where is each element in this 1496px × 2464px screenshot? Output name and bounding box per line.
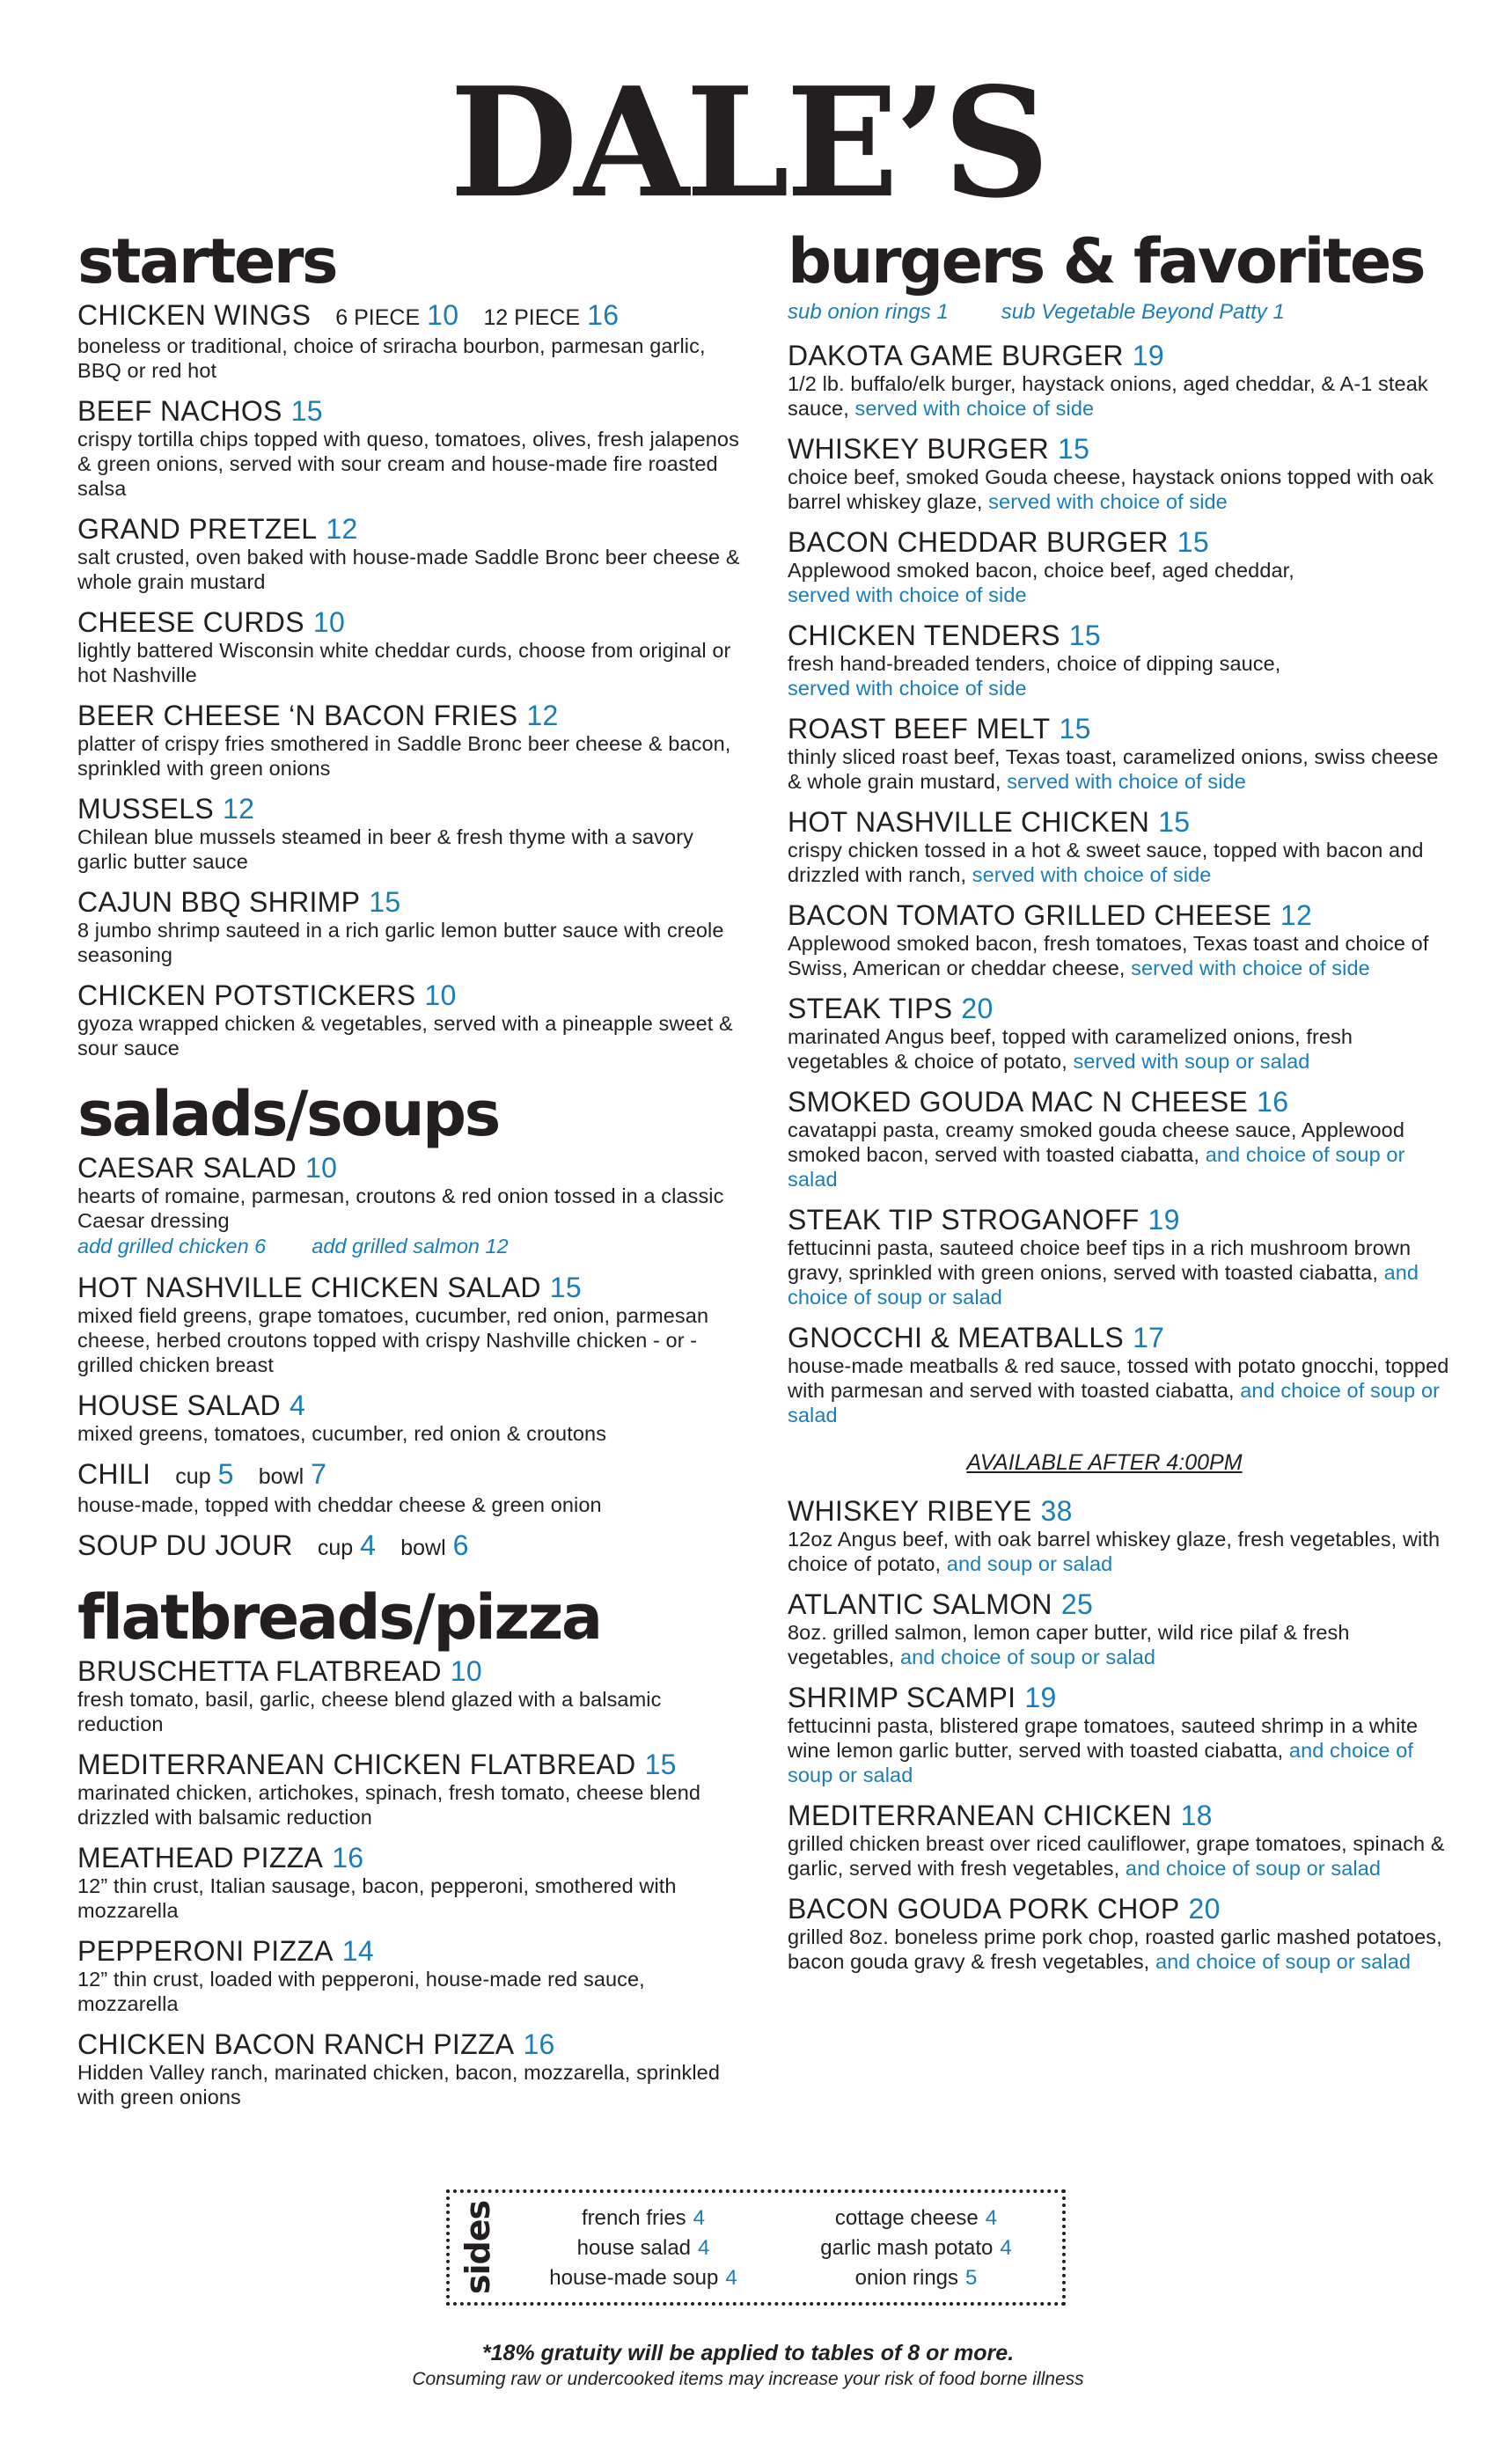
menu-item	[77, 395, 746, 501]
item-description	[788, 931, 1456, 980]
menu-item	[788, 1800, 1456, 1881]
menu-item	[77, 1390, 746, 1446]
item-price: 7	[311, 1458, 327, 1490]
item-description	[788, 1713, 1456, 1787]
item-description	[788, 651, 1456, 700]
side-item	[511, 2263, 775, 2293]
item-price: 15	[1158, 806, 1191, 838]
menu-item	[77, 1272, 746, 1377]
item-description	[788, 371, 1456, 421]
serving-note: and choice of soup or salad	[788, 1261, 1419, 1309]
item-name: ROAST BEEF MELT	[788, 713, 1051, 744]
serving-note: and soup or salad	[946, 1552, 1113, 1575]
item-name: BACON TOMATO GRILLED CHEESE	[788, 899, 1272, 931]
item-price: 10	[424, 979, 457, 1011]
item-name: SHRIMP SCAMPI	[788, 1682, 1016, 1713]
option-label: 6 PIECE	[335, 305, 421, 330]
item-description	[788, 1024, 1456, 1074]
section-salads-soups	[77, 1080, 746, 1564]
menu-item	[788, 1495, 1456, 1576]
item-price: 25	[1060, 1588, 1094, 1620]
menu-item	[788, 899, 1456, 980]
item-name: MUSSELS	[77, 793, 215, 825]
menu-item	[77, 299, 746, 383]
menu-item	[788, 526, 1456, 607]
item-description	[788, 1925, 1456, 1974]
item-price: 18	[1180, 1800, 1213, 1831]
section-flatbreads-pizza	[77, 1583, 746, 2109]
item-description: mixed greens, tomatoes, cucumber, red onion & croutons	[77, 1422, 607, 1445]
item-description	[788, 558, 1456, 607]
menu-item	[77, 1458, 746, 1517]
item-name: BEER CHEESE ‘N BACON FRIES	[77, 700, 518, 731]
item-description: crispy tortilla chips topped with queso, tomatoes, olives, fresh jalapenos & green onions, served with sour cream and house-made fire roasted salsa	[77, 428, 739, 500]
menu-item	[77, 1935, 746, 2016]
item-price: 12	[526, 700, 559, 731]
desc-text: grilled chicken breast over riced cauliflower, grape tomatoes, spinach & garlic, served with fresh vegetables,	[788, 1832, 1445, 1880]
item-price: 14	[341, 1935, 374, 1967]
item-description: Chilean blue mussels steamed in beer & fresh thyme with a savory garlic butter sauce	[77, 825, 693, 873]
desc-text: grilled 8oz. boneless prime pork chop, roasted garlic mashed potatoes, bacon gouda gravy & fresh vegetables,	[788, 1925, 1442, 1973]
item-name: WHISKEY BURGER	[788, 433, 1049, 465]
menu-item	[77, 886, 746, 967]
side-item	[511, 2233, 775, 2263]
item-description: 8 jumbo shrimp sauteed in a rich garlic lemon butter sauce with creole seasoning	[77, 919, 724, 966]
item-name: BACON CHEDDAR BURGER	[788, 526, 1169, 558]
item-name: BEEF NACHOS	[77, 395, 282, 427]
item-description: platter of crispy fries smothered in Saddle Bronc beer cheese & bacon, sprinkled with green onions	[77, 732, 731, 780]
item-description	[788, 1620, 1456, 1669]
item-name: GNOCCHI & MEATBALLS	[788, 1322, 1125, 1353]
item-name: MEDITERRANEAN CHICKEN	[788, 1800, 1172, 1831]
serving-note: served with choice of side	[788, 677, 1027, 700]
item-price: 12	[223, 793, 255, 825]
menu-item	[788, 806, 1456, 887]
item-description: salt crusted, oven baked with house-made Saddle Bronc beer cheese & whole grain mustard	[77, 546, 740, 593]
item-description	[788, 1831, 1456, 1881]
item-name: CHICKEN BACON RANCH PIZZA	[77, 2028, 515, 2060]
item-description: Hidden Valley ranch, marinated chicken, bacon, mozzarella, sprinkled with green onions	[77, 2061, 721, 2108]
item-price: 15	[1058, 433, 1090, 465]
item-price: 19	[1024, 1682, 1057, 1713]
item-price: 16	[1257, 1086, 1289, 1118]
item-addons	[77, 1233, 746, 1259]
menu-item	[788, 620, 1456, 700]
side-name: garlic mash potato	[820, 2236, 994, 2260]
side-price: 4	[725, 2266, 737, 2290]
section-title: starters	[77, 225, 337, 297]
item-price: 19	[1148, 1204, 1180, 1236]
item-description: marinated chicken, artichokes, spinach, fresh tomato, cheese blend drizzled with balsamic reduction	[77, 1781, 701, 1829]
sides-box	[446, 2189, 1066, 2306]
menu-item	[77, 606, 746, 687]
item-name: MEDITERRANEAN CHICKEN FLATBREAD	[77, 1749, 636, 1780]
menu-item	[788, 993, 1456, 1074]
desc-text: choice beef, smoked Gouda cheese, haystack onions topped with oak barrel whiskey glaze,	[788, 466, 1434, 513]
item-description	[788, 1527, 1456, 1576]
desc-text: Applewood smoked bacon, choice beef, aged cheddar,	[788, 559, 1294, 582]
item-price: 6	[452, 1529, 469, 1561]
side-name: french fries	[581, 2206, 686, 2230]
item-name: HOT NASHVILLE CHICKEN	[788, 806, 1150, 838]
serving-note: served with choice of side	[854, 397, 1095, 420]
item-price: 10	[427, 299, 459, 331]
menu-item	[77, 700, 746, 781]
serving-note: and choice of soup or salad	[899, 1646, 1156, 1668]
section-title: salads/soups	[77, 1078, 499, 1150]
item-name: HOUSE SALAD	[77, 1390, 281, 1421]
serving-note: and choice of soup or salad	[788, 1143, 1405, 1191]
item-name: PEPPERONI PIZZA	[77, 1935, 334, 1967]
sides-column-1	[511, 2204, 775, 2293]
item-name: BRUSCHETTA FLATBREAD	[77, 1655, 442, 1687]
desc-text: fettucinni pasta, blistered grape tomatoes, sauteed shrimp in a white wine lemon garlic butter, served with toasted ciabatta,	[788, 1714, 1419, 1762]
serving-note: served with choice of side	[988, 490, 1228, 513]
availability-note: AVAILABLE AFTER 4:00PM	[966, 1450, 1243, 1475]
item-description: house-made, topped with cheddar cheese & green onion	[77, 1493, 602, 1516]
item-price: 16	[332, 1842, 364, 1874]
side-price: 5	[965, 2266, 978, 2290]
item-name: MEATHEAD PIZZA	[77, 1842, 324, 1874]
menu-item	[788, 1682, 1456, 1787]
menu-item	[788, 1204, 1456, 1309]
desc-text: marinated Angus beef, topped with caramelized onions, fresh vegetables & choice of potato,	[788, 1025, 1353, 1073]
serving-note: and choice of soup or salad	[788, 1739, 1414, 1786]
item-description: boneless or traditional, choice of sriracha bourbon, parmesan garlic, BBQ or red hot	[77, 334, 706, 382]
desc-text: Applewood smoked bacon, fresh tomatoes, Texas toast and choice of Swiss, American or cheddar cheese,	[788, 932, 1429, 979]
menu-item	[77, 1529, 746, 1564]
side-price: 4	[985, 2206, 998, 2230]
menu-item	[788, 1322, 1456, 1427]
item-description	[788, 465, 1456, 514]
option-label: bowl	[400, 1536, 446, 1560]
item-price: 16	[587, 299, 620, 331]
serving-note: served with choice of side	[972, 863, 1212, 886]
item-name: CHEESE CURDS	[77, 606, 304, 638]
item-price: 15	[1068, 620, 1101, 651]
substitution-options	[788, 299, 1456, 326]
item-name: SMOKED GOUDA MAC N CHEESE	[788, 1086, 1249, 1118]
sides-title: sides	[458, 2200, 497, 2295]
menu-item	[77, 1842, 746, 1923]
serving-note: and choice of soup or salad	[788, 1379, 1441, 1426]
item-name: CAESAR SALAD	[77, 1152, 297, 1184]
serving-note: served with choice of side	[1131, 957, 1370, 979]
addon-option: add grilled salmon 12	[312, 1235, 509, 1258]
desc-text: 1/2 lb. buffalo/elk burger, haystack onions, aged cheddar, & A-1 steak sauce,	[788, 372, 1428, 420]
item-name: STEAK TIP STROGANOFF	[788, 1204, 1140, 1236]
right-column	[788, 227, 1456, 1993]
side-name: cottage cheese	[834, 2206, 979, 2230]
menu-item	[77, 1152, 746, 1259]
desc-text: 8oz. grilled salmon, lemon caper butter, wild rice pilaf & fresh vegetables,	[788, 1621, 1350, 1668]
item-price: 15	[1059, 713, 1091, 744]
menu-item	[788, 1588, 1456, 1669]
item-name: ATLANTIC SALMON	[788, 1588, 1052, 1620]
option-label: bowl	[258, 1464, 304, 1489]
menu-item	[77, 979, 746, 1060]
item-description: fresh tomato, basil, garlic, cheese blend glazed with a balsamic reduction	[77, 1688, 662, 1735]
item-price: 12	[326, 513, 358, 545]
item-price: 19	[1132, 340, 1164, 371]
sides-label	[455, 2193, 501, 2302]
side-name: house-made soup	[549, 2266, 719, 2290]
option-label: cup	[317, 1536, 354, 1560]
item-name: GRAND PRETZEL	[77, 513, 318, 545]
item-name: CHICKEN TENDERS	[788, 620, 1060, 651]
left-column	[77, 227, 746, 2129]
item-price: 17	[1133, 1322, 1165, 1353]
gratuity-note: *18% gratuity will be applied to tables of 8 or more.	[481, 2341, 1015, 2365]
item-price: 10	[312, 606, 346, 638]
menu-item	[77, 793, 746, 874]
item-name: STEAK TIPS	[788, 993, 953, 1024]
desc-text: house-made meatballs & red sauce, tossed with potato gnocchi, topped with parmesan and served with toasted ciabatta,	[788, 1354, 1449, 1402]
menu-item	[788, 713, 1456, 794]
section-starters	[77, 227, 746, 1060]
side-price: 4	[693, 2206, 706, 2230]
addon-option: add grilled chicken 6	[77, 1235, 267, 1258]
side-price: 4	[1000, 2236, 1012, 2260]
option-label: cup	[175, 1464, 211, 1489]
menu-item	[788, 340, 1456, 421]
serving-note: served with choice of side	[788, 583, 1027, 606]
item-name: CHICKEN WINGS	[77, 299, 312, 331]
item-description: gyoza wrapped chicken & vegetables, served with a pineapple sweet & sour sauce	[77, 1012, 733, 1060]
menu-item	[788, 433, 1456, 514]
item-name: DAKOTA GAME BURGER	[788, 340, 1124, 371]
item-price: 5	[217, 1458, 234, 1490]
item-name: WHISKEY RIBEYE	[788, 1495, 1032, 1527]
item-price: 10	[450, 1655, 482, 1687]
serving-note: served with choice of side	[1007, 770, 1246, 793]
side-item	[784, 2263, 1048, 2293]
item-name: SOUP DU JOUR	[77, 1529, 293, 1561]
desc-text: crispy chicken tossed in a hot & sweet sauce, topped with bacon and drizzled with ranch,	[788, 839, 1424, 886]
desc-text: thinly sliced roast beef, Texas toast, caramelized onions, swiss cheese & whole grain mustard,	[788, 745, 1439, 793]
item-name: HOT NASHVILLE CHICKEN SALAD	[77, 1272, 541, 1303]
item-description	[788, 1236, 1456, 1309]
side-item	[784, 2204, 1048, 2233]
item-price: 4	[289, 1390, 306, 1421]
side-name: house salad	[576, 2236, 692, 2260]
sub-option: sub Vegetable Beyond Patty 1	[1001, 300, 1285, 324]
desc-text: fresh hand-breaded tenders, choice of dipping sauce,	[788, 652, 1281, 675]
item-description: 12” thin crust, loaded with pepperoni, house-made red sauce, mozzarella	[77, 1968, 645, 2015]
item-description	[788, 744, 1456, 794]
item-description	[788, 838, 1456, 887]
food-safety-warning: Consuming raw or undercooked items may increase your risk of food borne illness	[412, 2369, 1084, 2389]
menu-item	[77, 513, 746, 594]
item-price: 15	[369, 886, 401, 918]
item-price: 15	[1177, 526, 1209, 558]
sides-column-2	[784, 2204, 1048, 2293]
item-price: 38	[1040, 1495, 1073, 1527]
item-name: CAJUN BBQ SHRIMP	[77, 886, 361, 918]
item-price: 16	[523, 2028, 555, 2060]
option-label: 12 PIECE	[483, 305, 581, 330]
side-item	[784, 2233, 1048, 2263]
item-name: BACON GOUDA PORK CHOP	[788, 1893, 1180, 1925]
item-price: 15	[290, 395, 323, 427]
section-title: flatbreads/pizza	[77, 1581, 601, 1654]
item-description: hearts of romaine, parmesan, croutons & red onion tossed in a classic Caesar dressing	[77, 1184, 724, 1232]
restaurant-logo: DALE’S	[449, 54, 1047, 231]
item-description	[788, 1118, 1456, 1192]
item-price: 4	[360, 1529, 377, 1561]
menu-item	[788, 1893, 1456, 1974]
side-item	[511, 2204, 775, 2233]
item-price: 20	[961, 993, 994, 1024]
menu-item	[77, 1749, 746, 1830]
item-description: mixed field greens, grape tomatoes, cucumber, red onion, parmesan cheese, herbed croutons topped with crispy Nashville chicken - or - grilled chicken breast	[77, 1304, 709, 1376]
item-name: CHILI	[77, 1458, 151, 1490]
section-title: burgers & favorites	[788, 225, 1425, 297]
item-name: CHICKEN POTSTICKERS	[77, 979, 416, 1011]
side-name: onion rings	[854, 2266, 959, 2290]
serving-note: and choice of soup or salad	[1155, 1950, 1412, 1973]
item-price: 20	[1188, 1893, 1221, 1925]
sub-option: sub onion rings 1	[788, 300, 949, 324]
desc-text: 12oz Angus beef, with oak barrel whiskey glaze, fresh vegetables, with choice of potato,	[788, 1528, 1441, 1575]
serving-note: served with soup or salad	[1073, 1050, 1310, 1073]
menu-item	[788, 1086, 1456, 1192]
desc-text: cavatappi pasta, creamy smoked gouda cheese sauce, Applewood smoked bacon, served with toasted ciabatta,	[788, 1118, 1404, 1166]
side-price: 4	[698, 2236, 710, 2260]
item-price: 15	[549, 1272, 582, 1303]
item-description	[788, 1353, 1456, 1427]
item-price: 12	[1280, 899, 1313, 931]
item-price: 15	[644, 1749, 677, 1780]
menu-item	[77, 2028, 746, 2109]
desc-text: fettucinni pasta, sauteed choice beef tips in a rich mushroom brown gravy, sprinkled with green onions, served with toasted ciabatta,	[788, 1236, 1412, 1284]
item-description: lightly battered Wisconsin white cheddar curds, choose from original or hot Nashville	[77, 639, 731, 686]
section-burgers-favorites	[788, 227, 1456, 1974]
menu-item	[77, 1655, 746, 1736]
item-description: 12” thin crust, Italian sausage, bacon, pepperoni, smothered with mozzarella	[77, 1874, 677, 1922]
item-price: 10	[305, 1152, 338, 1184]
serving-note: and choice of soup or salad	[1125, 1857, 1382, 1880]
